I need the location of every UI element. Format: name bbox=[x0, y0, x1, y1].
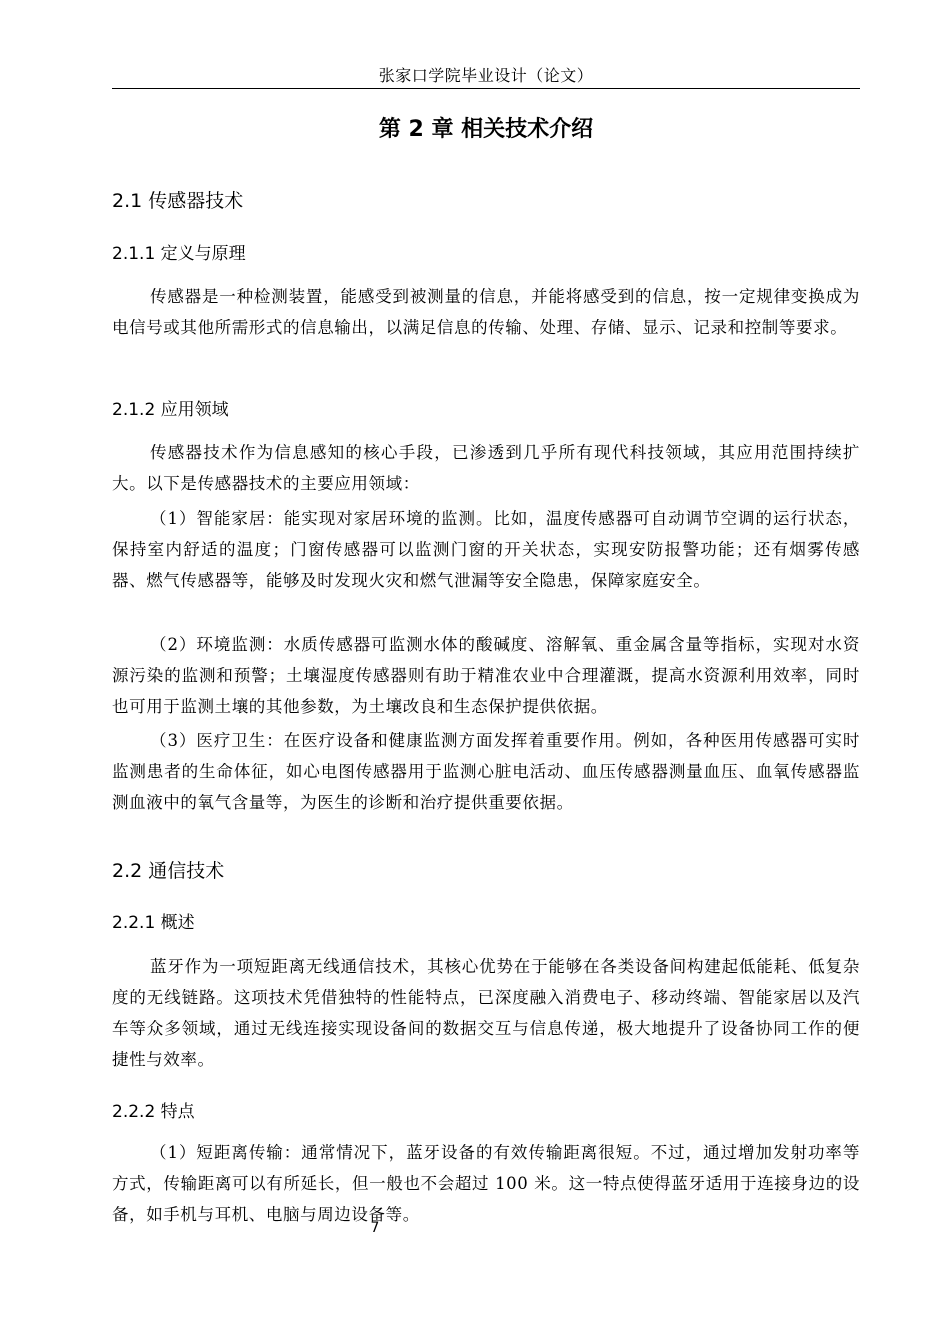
paragraph-environment-monitoring: （2）环境监测：水质传感器可监测水体的酸碱度、溶解氧、重金属含量等指标，实现对水资源污染的监测和预警；土壤湿度传感器则有助于精准农业中合理灌溉，提高水资源利用效率，同时也可用于监测土壤的其他参数，为土壤改良和生态保护提供依据。 bbox=[112, 635, 860, 716]
section-heading-2-1: 2.1 传感器技术 bbox=[112, 190, 244, 212]
header-rule bbox=[112, 88, 860, 89]
section-heading-2-2-1: 2.2.1 概述 bbox=[112, 913, 195, 933]
chapter-title: 第 2 章 相关技术介绍 bbox=[378, 117, 594, 142]
section-heading-2-1-2: 2.1.2 应用领域 bbox=[112, 400, 229, 420]
paragraph-smart-home: （1）智能家居：能实现对家居环境的监测。比如，温度传感器可自动调节空调的运行状态，保持室内舒适的温度；门窗传感器可以监测门窗的开关状态，实现安防报警功能；还有烟雾传感器、燃气传感器等，能够及时发现火灾和燃气泄漏等安全隐患，保障家庭安全。 bbox=[112, 509, 860, 590]
section-heading-2-1-1: 2.1.1 定义与原理 bbox=[112, 244, 246, 264]
page-number: 7 bbox=[370, 1220, 380, 1236]
running-header: 张家口学院毕业设计（论文） bbox=[378, 66, 594, 85]
paragraph-2-1-2-intro: 传感器技术作为信息感知的核心手段，已渗透到几乎所有现代科技领域，其应用范围持续扩大。以下是传感器技术的主要应用领域： bbox=[112, 443, 860, 493]
section-heading-2-2: 2.2 通信技术 bbox=[112, 860, 225, 882]
paragraph-2-1-1-definition: 传感器是一种检测装置，能感受到被测量的信息，并能将感受到的信息，按一定规律变换成为电信号或其他所需形式的信息输出，以满足信息的传输、处理、存储、显示、记录和控制等要求。 bbox=[112, 287, 860, 337]
section-heading-2-2-2: 2.2.2 特点 bbox=[112, 1102, 195, 1122]
paragraph-2-2-1-overview: 蓝牙作为一项短距离无线通信技术，其核心优势在于能够在各类设备间构建起低能耗、低复杂度的无线链路。这项技术凭借独特的性能特点，已深度融入消费电子、移动终端、智能家居以及汽车等众多领域，通过无线连接实现设备间的数据交互与信息传递，极大地提升了设备协同工作的便捷性与效率。 bbox=[112, 957, 860, 1069]
paragraph-short-range: （1）短距离传输：通常情况下，蓝牙设备的有效传输距离很短。不过，通过增加发射功率等方式，传输距离可以有所延长，但一般也不会超过 100 米。这一特点使得蓝牙适用于连接身边的设备，如手机与耳机、电脑与周边设备等。 bbox=[112, 1143, 860, 1224]
paragraph-medical: （3）医疗卫生：在医疗设备和健康监测方面发挥着重要作用。例如，各种医用传感器可实时监测患者的生命体征，如心电图传感器用于监测心脏电活动、血压传感器测量血压、血氧传感器监测血液中的氧气含量等，为医生的诊断和治疗提供重要依据。 bbox=[112, 731, 860, 812]
